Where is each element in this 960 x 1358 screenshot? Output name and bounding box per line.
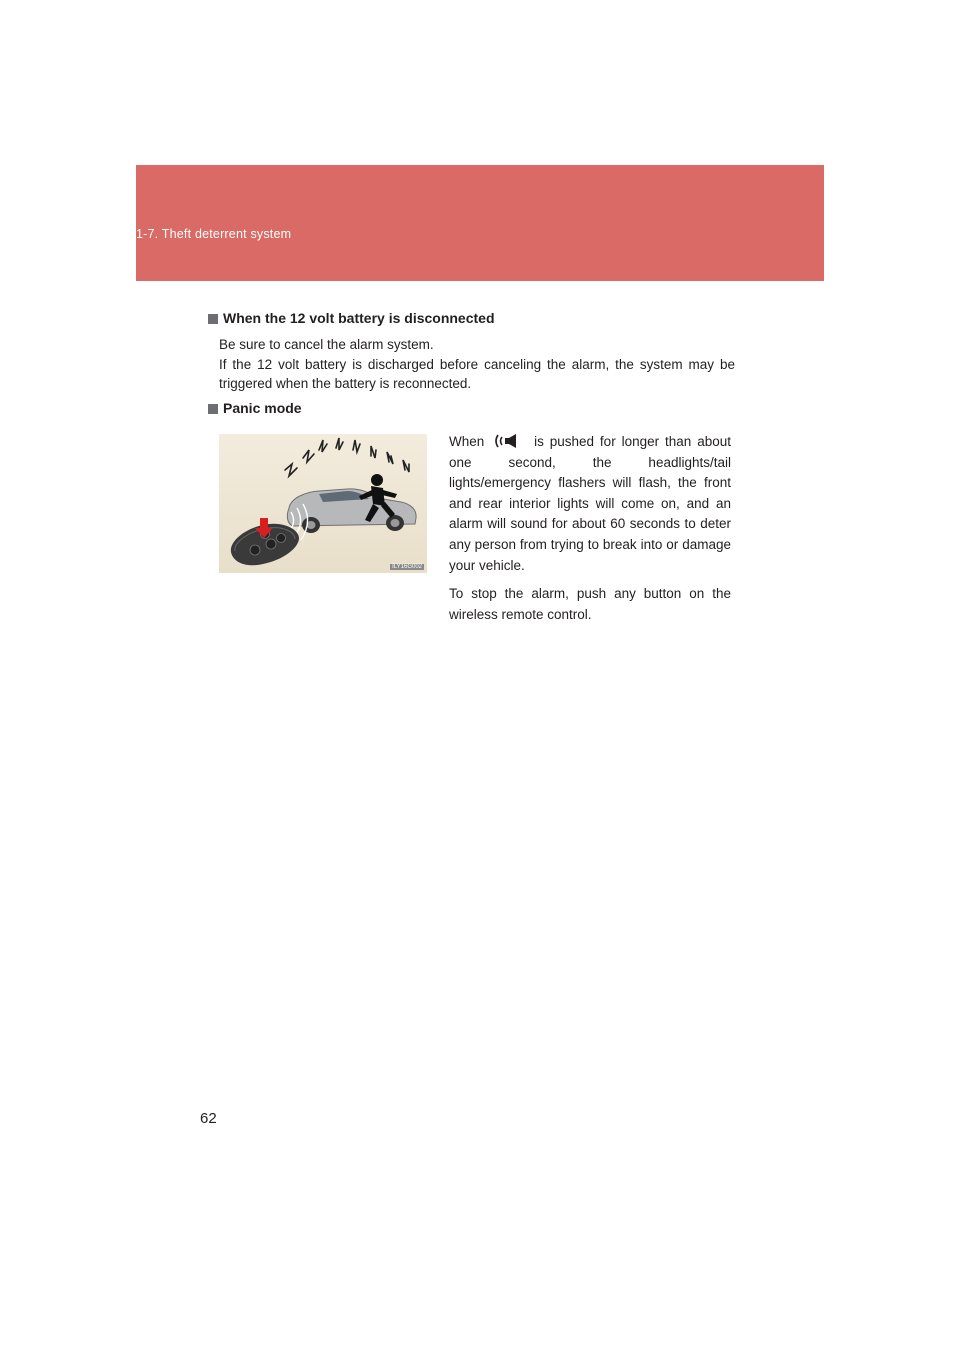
- panic-button-icon: [492, 433, 526, 449]
- battery-paragraphs: [219, 335, 735, 394]
- heading-square-icon: [208, 314, 218, 324]
- paragraph: Be sure to cancel the alarm system.: [219, 337, 434, 352]
- panic-mode-illustration: [219, 434, 427, 573]
- header-band: [136, 165, 824, 281]
- paragraph-prefix: When: [449, 434, 485, 449]
- heading-panic-mode: [208, 400, 302, 416]
- paragraph: [449, 432, 731, 576]
- heading-text: Panic mode: [223, 400, 302, 416]
- figure-code: ILY16G002: [392, 564, 422, 570]
- panic-mode-description: [449, 432, 731, 633]
- paragraph-text: is pushed for longer than about one second, the headlights/tail lights/emergency flashers will flash, the front and rear interior lights will come on, and an alarm will sound for about 60 seconds to deter any person from trying to break into or damage your vehicle.: [449, 434, 731, 573]
- car-alarm-drawing: [219, 434, 427, 573]
- heading-battery-disconnected: [208, 310, 495, 326]
- heading-text: When the 12 volt battery is disconnected: [223, 310, 495, 326]
- paragraph: To stop the alarm, push any button on the wireless remote control.: [449, 586, 731, 622]
- page-number: 62: [200, 1110, 217, 1127]
- section-title: 1-7. Theft deterrent system: [136, 227, 292, 241]
- paragraph: If the 12 volt battery is discharged before canceling the alarm, the system may be triggered when the battery is reconnected.: [219, 356, 735, 391]
- heading-square-icon: [208, 404, 218, 414]
